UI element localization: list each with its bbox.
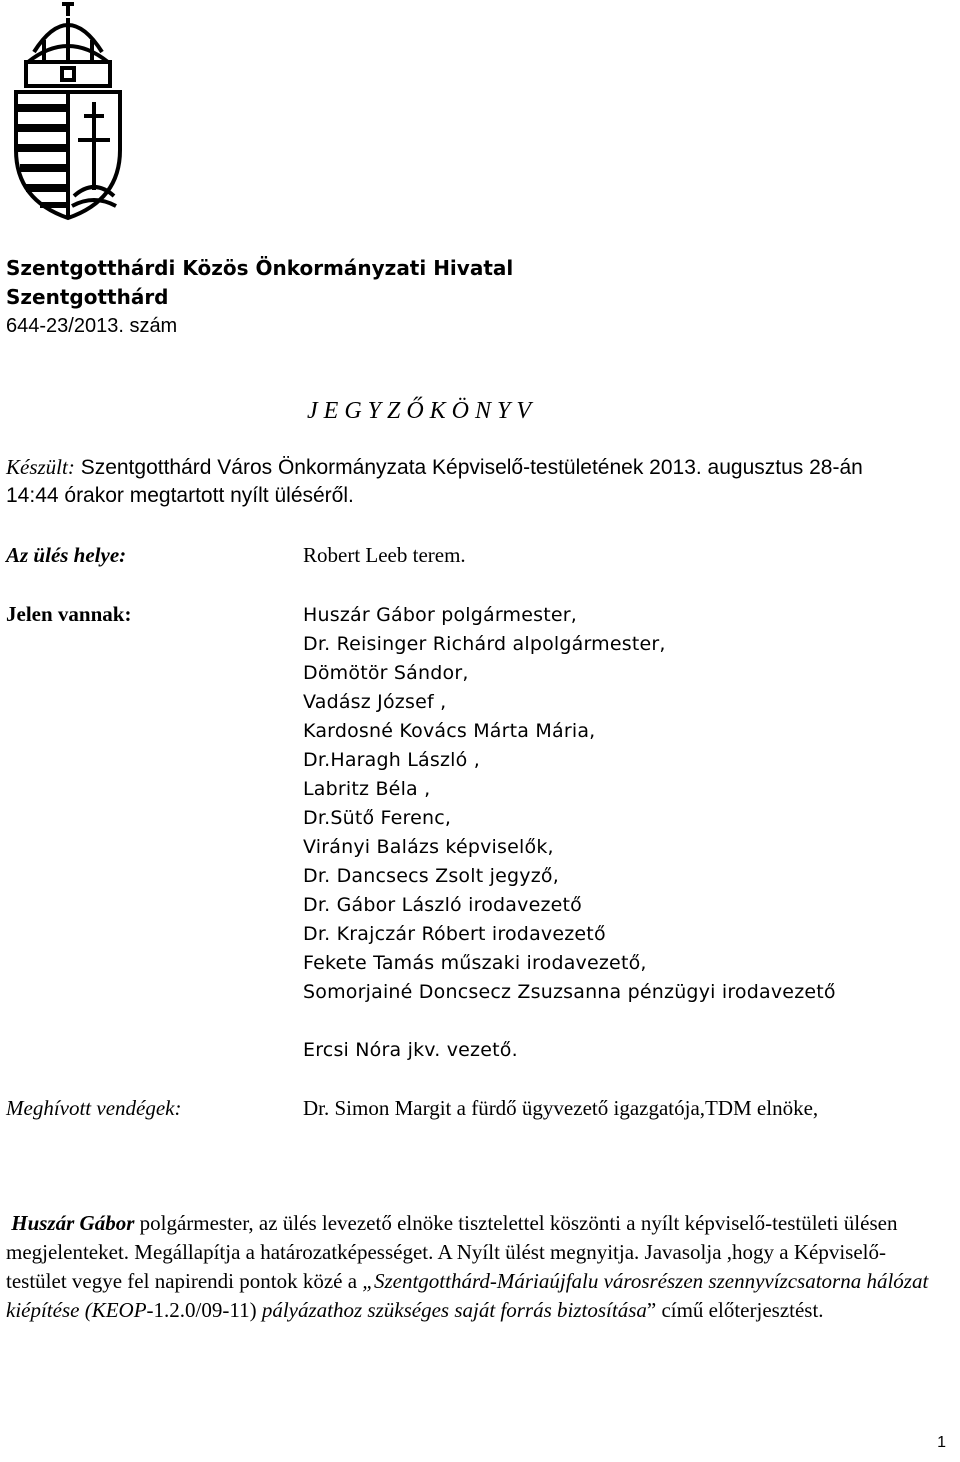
office-name: Szentgotthárdi Közös Önkormányzati Hivatal [6,256,514,280]
attendee-item: Dr. Gábor László irodavezető [303,894,582,916]
attendee-item: Dr. Dancsecs Zsolt jegyző, [303,865,559,887]
attendee-item: Dr. Reisinger Richárd alpolgármester, [303,633,666,655]
made-label: Készült: [6,455,75,479]
document-title: J E G Y Z Ő K Ö N Y V [307,398,532,424]
attendee-item: Somorjainé Doncsecz Zsuzsanna pénzügyi irodavezető [303,981,836,1003]
document-number: 644-23/2013. szám [6,315,178,337]
attendee-item: Dr.Sütő Ferenc, [303,807,452,829]
city-name: Szentgotthárd [6,285,169,309]
venue-value: Robert Leeb terem. [303,543,466,567]
attendee-item: Fekete Tamás műszaki irodavezető, [303,952,647,974]
attendee-item: Labritz Béla , [303,778,431,800]
chair-name: Huszár Gábor [11,1211,135,1235]
made-line-1 [6,455,863,480]
agenda-title: „Szentgotthárd-Máriaújfalu városrészen szennyvízcsatorna hálózat kiépítése (KEOP [6,1269,929,1322]
attendee-item: Huszár Gábor polgármester, [303,604,578,626]
page-number: 1 [937,1434,946,1451]
attendee-item: Dr.Haragh László , [303,749,480,771]
coat-of-arms-icon [4,0,132,222]
attendee-item: Vadász József , [303,691,447,713]
guests-value: Dr. Simon Margit a fürdő ügyvezető igazgatója,TDM elnöke, [303,1096,819,1120]
present-label: Jelen vannak: [6,602,132,626]
paragraph-text: polgármester, az ülés levezető elnöke tisztelettel köszönti a nyílt képviselő-testületi ülésen megjelenteket. Megállapítja a határozatképességet. A Nyílt ülést megnyitja. Javasolja ,hogy a Képviselő-testület vegye fel napirendi pontok közé a [6,1211,898,1293]
made-line-2: 14:44 órakor megtartott nyílt üléséről. [6,484,354,507]
opening-paragraph [6,1209,946,1325]
attendee-item: Dr. Krajczár Róbert irodavezető [303,923,606,945]
paragraph-tail: ” című előterjesztést. [646,1298,824,1322]
recorder-line: Ercsi Nóra jkv. vezető. [303,1039,518,1061]
agenda-code: -1.2.0/09-11) [146,1298,257,1322]
attendee-item: Dömötör Sándor, [303,662,469,684]
attendee-item: Kardosné Kovács Márta Mária, [303,720,596,742]
venue-label: Az ülés helye: [6,543,127,567]
guests-label: Meghívott vendégek: [6,1096,182,1120]
made-text-1: Szentgotthárd Város Önkormányzata Képviselő-testületének 2013. augusztus 28-án [80,456,863,479]
agenda-title-end: pályázathoz szükséges saját forrás biztosítása [261,1298,647,1322]
attendee-item: Virányi Balázs képviselők, [303,836,554,858]
